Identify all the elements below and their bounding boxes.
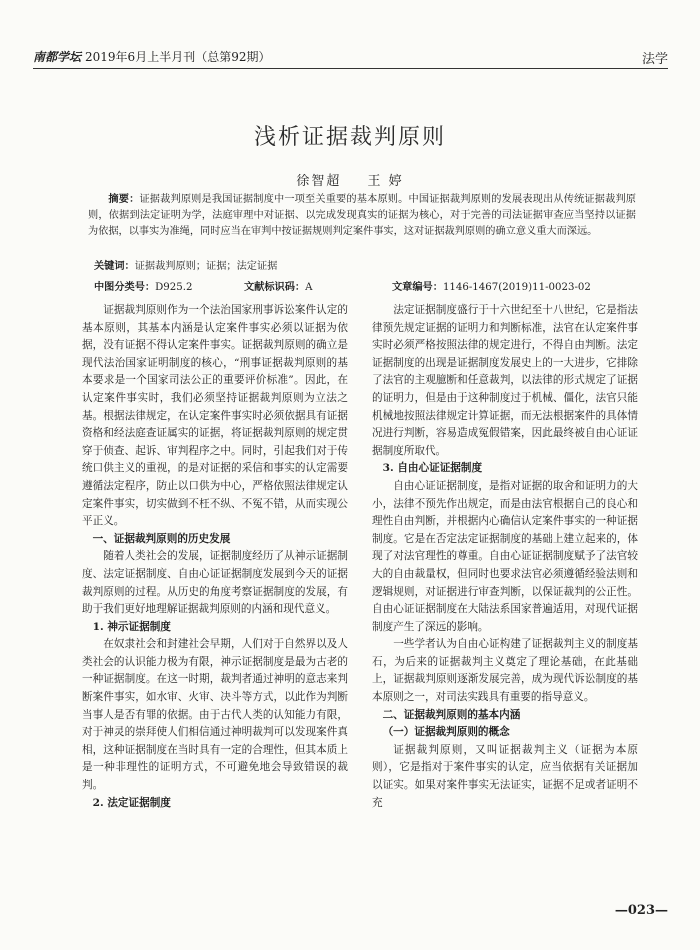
keywords-label: 关键词：	[94, 260, 135, 272]
art-value: 1146-1467(2019)11-0023-02	[442, 282, 591, 293]
article-number	[392, 278, 591, 293]
right-column	[372, 302, 638, 812]
doc-value: A	[305, 282, 313, 293]
header-rule	[33, 68, 668, 69]
section-label: 法学	[641, 52, 668, 67]
issue-info: 2019年6月上半月刊（总第92期）	[85, 50, 271, 64]
clc-code	[94, 278, 192, 293]
paragraph: 在奴隶社会和封建社会早期，人们对于自然界以及人类社会的认识能力极为有限，神示证据制度是最为古老的一种证据制度。在这一时期，裁判者通过神明的意志来判断案件事实，如水审、火审、决斗等方式，以此作为判断当事人是否有罪的依据。由于古代人类的认知能力有限，对于神灵的崇拜使人们相信通过神明裁判可以发现案件真相，这种证据制度在当时具有一定的合理性，但其本质上是一种非理性的证明方式，不可避免地会导致错误的裁判。	[82, 638, 348, 792]
left-column	[82, 302, 348, 812]
doc-code	[244, 278, 312, 293]
paragraph: 证据裁判原则作为一个法治国家刑事诉讼案件认定的基本原则，其基本内涵是认定案件事实必须以证据为依据，没有证据不得认定案件事实。证据裁判原则的确立是现代法治国家证明制度的核心，“刑事证据裁判原则的基本要求是一个国家司法公正的重要评价标准”。因此，在认定案件事实时，我们必须坚持证据裁判原则为立法之基。根据法律规定，在认定案件事实时必须依据具有证据资格和经法庭查证属实的证据，将证据裁判原则的规定贯穿于侦查、起诉、审判程序之中。同时，引起我们对于传统口供主义的重视，的是对证据的采信和事实的认定需要遵循法定程序，防止以口供为中心，严格依照法律规定认定案件事实，切实做到不枉不纵、不冤不错，从而实现公平正义。	[82, 304, 348, 528]
header-left	[33, 48, 270, 65]
clc-label: 中图分类号：	[94, 281, 156, 293]
section-heading: 3. 自由心证证据制度	[382, 462, 483, 475]
abstract-text: 证据裁判原则是我国证据制度中一项至关重要的基本原则。中国证据裁判原则的发展表现出从传统证据裁判原则，依据到法定证明为学，法庭审理中对证据、以完成发现真实的证据为核心，对于完善的司法证据审查应当坚持以证据为依据，以事实为准绳，同时应当在审判中按证据规则判定案件事实，这对证据裁判原则的确立意义重大而深远。	[88, 194, 636, 237]
section-heading: （一）证据裁判原则的概念	[382, 726, 510, 739]
section-heading: 二、证据裁判原则的基本内涵	[382, 708, 521, 721]
paragraph: 证据裁判原则，又叫证据裁判主义（证据为本原则），它是指对于案件事实的认定，应当依据有关证据加以证实。如果对案件事实无法证实，证据不足或者证明不充	[372, 743, 638, 809]
keywords-text: 证据裁判原则；证据；法定证据	[134, 261, 278, 272]
paragraph: 自由心证证据制度，是指对证据的取舍和证明力的大小，法律不预先作出规定，而是由法官根据自己的良心和理性自由判断，并根据内心确信认定案件事实的一种证据制度。它是在否定法定证据制度的基础上建立起来的，体现了对法官理性的尊重。自由心证证据制度赋予了法官较大的自由裁量权，但同时也要求法官必须遵循经验法则和逻辑规则，对证据进行审查判断，以保证裁判的公正性。自由心证证据制度在大陆法系国家普遍适用，对现代证据制度产生了深远的影响。	[372, 479, 638, 633]
running-header	[33, 48, 668, 66]
classification-codes	[94, 278, 654, 294]
keywords	[94, 257, 634, 272]
section-heading: 1. 神示证据制度	[92, 620, 171, 633]
paragraph: 随着人类社会的发展，证据制度经历了从神示证据制度、法定证据制度、自由心证证据制度发展到今天的证据裁判原则的过程。从历史的角度考察证据制度的发展，有助于我们更好地理解证据裁判原则的内涵和现代意义。	[82, 550, 348, 616]
authors	[0, 170, 700, 189]
author-1: 徐智超	[296, 174, 342, 189]
author-2: 王 婷	[367, 174, 404, 189]
journal-name: 南都学坛	[33, 50, 82, 64]
art-label: 文章编号：	[392, 281, 443, 293]
section-heading: 2. 法定证据制度	[92, 796, 171, 809]
article-title: 浅析证据裁判原则	[253, 125, 446, 150]
abstract-label: 摘要：	[108, 193, 140, 205]
section-heading: 一、证据裁判原则的历史发展	[92, 532, 231, 545]
clc-value: D925.2	[155, 282, 193, 293]
doc-label: 文献标识码：	[244, 281, 306, 293]
paragraph: 法定证据制度盛行于十六世纪至十八世纪，它是指法律预先规定证据的证明力和判断标准，法官在认定案件事实时必须严格按照法律的规定进行，不得自由判断。法定证据制度的出现是证据制度发展史上的一大进步，它排除了法官的主观臆断和任意裁判，以法律的形式规定了证据的证明力，但是由于这种制度过于机械、僵化，法官只能机械地按照法律规定计算证据，而无法根据案件的具体情况进行判断，容易造成冤假错案，因此最终被自由心证证据制度所取代。	[372, 304, 638, 457]
abstract	[88, 191, 636, 240]
page-number: —023—	[614, 903, 668, 918]
paragraph: 一些学者认为自由心证构建了证据裁判主义的制度基石，为后来的证据裁判主义奠定了理论基础，在此基础上，证据裁判原则逐渐发展完善，成为现代诉讼制度的基本原则之一，对司法实践具有重要的指导意义。	[372, 638, 638, 704]
